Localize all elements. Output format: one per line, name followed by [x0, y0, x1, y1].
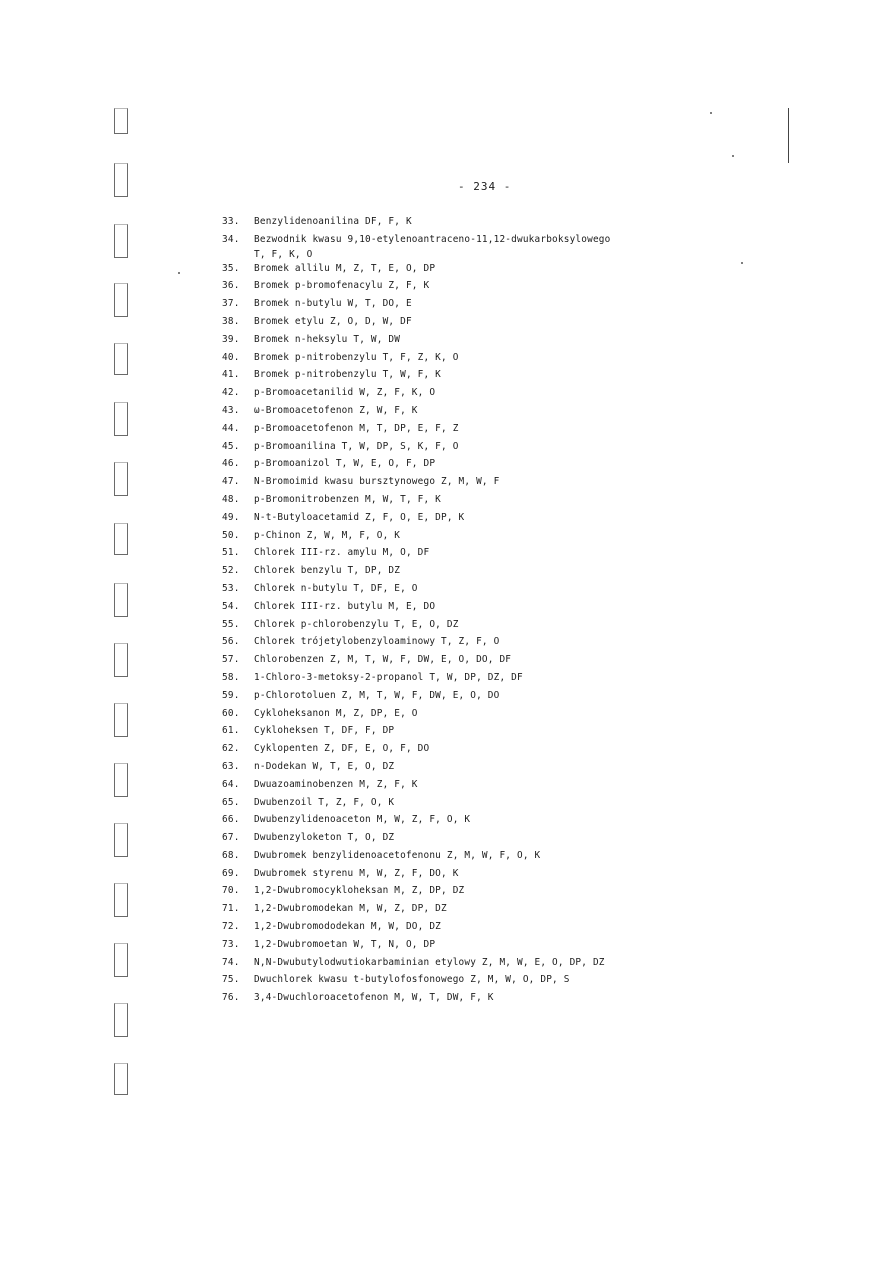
binder-hole	[114, 823, 128, 857]
entry-text: Chlorek benzylu T, DP, DZ	[254, 565, 401, 577]
list-item	[222, 509, 722, 527]
page-number: - 234 -	[458, 180, 512, 193]
list-item	[222, 331, 722, 349]
entry-number: 58.	[222, 671, 240, 683]
entry-number: 60.	[222, 707, 240, 719]
entry-text: Bromek etylu Z, O, D, W, DF	[254, 315, 412, 327]
entry-number: 74.	[222, 956, 240, 968]
entry-number: 76.	[222, 992, 240, 1004]
entry-text: p-Bromoanizol T, W, E, O, F, DP	[254, 458, 436, 470]
list-item	[222, 936, 722, 954]
entry-text: 1,2-Dwubromododekan M, W, DO, DZ	[254, 921, 442, 933]
list-item	[222, 366, 722, 384]
entry-text: p-Bromoacetanilid W, Z, F, K, O	[254, 387, 436, 399]
binder-hole	[114, 583, 128, 617]
entry-text: Chlorek p-chlorobenzylu T, E, O, DZ	[254, 618, 459, 630]
entry-text: Bromek p-bromofenacylu Z, F, K	[254, 280, 430, 292]
list-item	[222, 971, 722, 989]
entry-number: 46.	[222, 458, 240, 470]
entry-text: 1-Chloro-3-metoksy-2-propanol T, W, DP, DZ, DF	[254, 671, 523, 683]
entry-number: 61.	[222, 725, 240, 737]
binder-hole	[114, 883, 128, 917]
list-item	[222, 260, 722, 278]
entry-number: 75.	[222, 974, 240, 986]
entry-text: N-t-Butyloacetamid Z, F, O, E, DP, K	[254, 511, 465, 523]
list-item	[222, 705, 722, 723]
entry-text: p-Chlorotoluen Z, M, T, W, F, DW, E, O, DO	[254, 689, 500, 701]
entry-number: 68.	[222, 849, 240, 861]
entry-number: 40.	[222, 351, 240, 363]
entry-number: 63.	[222, 760, 240, 772]
list-item	[222, 722, 722, 740]
list-item	[222, 794, 722, 812]
entry-number: 48.	[222, 493, 240, 505]
entry-text: Dwubromek benzylidenoacetofenonu Z, M, W, F, O, K	[254, 849, 541, 861]
list-item	[222, 651, 722, 669]
list-item	[222, 882, 722, 900]
list-item	[222, 384, 722, 402]
entry-text: N-Bromoimid kwasu bursztynowego Z, M, W, F	[254, 476, 500, 488]
list-item	[222, 455, 722, 473]
entry-number: 50.	[222, 529, 240, 541]
list-item	[222, 918, 722, 936]
list-item	[222, 829, 722, 847]
list-item	[222, 633, 722, 651]
entry-text: Dwubromek styrenu M, W, Z, F, DO, K	[254, 867, 459, 879]
entry-text: p-Chinon Z, W, M, F, O, K	[254, 529, 401, 541]
entry-text: Chlorek trójetylobenzyloaminowy T, Z, F, O	[254, 636, 500, 648]
entry-number: 53.	[222, 582, 240, 594]
entry-continuation: T, F, K, O	[254, 248, 313, 260]
list-item	[222, 562, 722, 580]
entry-number: 69.	[222, 867, 240, 879]
list-item	[222, 865, 722, 883]
entry-number: 62.	[222, 743, 240, 755]
entry-number: 59.	[222, 689, 240, 701]
entry-text: 1,2-Dwubromoetan W, T, N, O, DP	[254, 938, 436, 950]
entry-text: Bromek n-butylu W, T, DO, E	[254, 298, 412, 310]
entry-text: Cyklopenten Z, DF, E, O, F, DO	[254, 743, 430, 755]
binder-hole	[114, 462, 128, 496]
entry-text: Dwuazoaminobenzen M, Z, F, K	[254, 778, 418, 790]
entry-text: Dwuchlorek kwasu t-butylofosfonowego Z, M, W, O, DP, S	[254, 974, 570, 986]
list-item	[222, 491, 722, 509]
list-item	[222, 277, 722, 295]
entry-text: Chlorek III-rz. amylu M, O, DF	[254, 547, 430, 559]
entry-text: n-Dodekan W, T, E, O, DZ	[254, 760, 395, 772]
list-item	[222, 527, 722, 545]
list-item	[222, 473, 722, 491]
list-item	[222, 758, 722, 776]
list-item	[222, 900, 722, 918]
list-item	[222, 580, 722, 598]
entry-number: 36.	[222, 280, 240, 292]
binder-hole	[114, 343, 128, 375]
list-item	[222, 295, 722, 313]
entry-number: 52.	[222, 565, 240, 577]
compound-list	[222, 213, 722, 1007]
list-item	[222, 687, 722, 705]
entry-text: ω-Bromoacetofenon Z, W, F, K	[254, 404, 418, 416]
entry-text: Chlorek n-butylu T, DF, E, O	[254, 582, 418, 594]
binder-hole	[114, 643, 128, 677]
entry-text: N,N-Dwubutylodwutiokarbaminian etylowy Z, M, W, E, O, DP, DZ	[254, 956, 605, 968]
entry-text: p-Bromoanilina T, W, DP, S, K, F, O	[254, 440, 459, 452]
list-item	[222, 811, 722, 829]
entry-text: p-Bromoacetofenon M, T, DP, E, F, Z	[254, 422, 459, 434]
binder-hole	[114, 523, 128, 555]
entry-text: Cykloheksanon M, Z, DP, E, O	[254, 707, 418, 719]
list-item	[222, 213, 722, 231]
entry-number: 35.	[222, 262, 240, 274]
entry-number: 65.	[222, 796, 240, 808]
entry-text: Bezwodnik kwasu 9,10-etylenoantraceno-11,12-dwukarboksylowego	[254, 233, 611, 245]
list-item	[222, 544, 722, 562]
entry-number: 51.	[222, 547, 240, 559]
list-item	[222, 438, 722, 456]
entry-text: Dwubenzyloketon T, O, DZ	[254, 832, 395, 844]
entry-number: 45.	[222, 440, 240, 452]
binder-hole	[114, 163, 128, 197]
scan-speck	[741, 262, 743, 264]
binder-hole	[114, 763, 128, 797]
entry-number: 55.	[222, 618, 240, 630]
binder-hole	[114, 402, 128, 436]
entry-number: 44.	[222, 422, 240, 434]
entry-number: 57.	[222, 654, 240, 666]
binder-hole	[114, 1063, 128, 1095]
binder-hole	[114, 943, 128, 977]
entry-text: Chlorobenzen Z, M, T, W, F, DW, E, O, DO, DF	[254, 654, 512, 666]
entry-text: p-Bromonitrobenzen M, W, T, F, K	[254, 493, 442, 505]
scan-speck	[178, 272, 180, 274]
entry-number: 37.	[222, 298, 240, 310]
list-item	[222, 669, 722, 687]
binder-hole	[114, 108, 128, 134]
binder-hole	[114, 283, 128, 317]
entry-number: 73.	[222, 938, 240, 950]
entry-text: Dwubenzoil T, Z, F, O, K	[254, 796, 395, 808]
entry-number: 39.	[222, 333, 240, 345]
list-item	[222, 349, 722, 367]
entry-text: Dwubenzylidenoaceton M, W, Z, F, O, K	[254, 814, 471, 826]
list-item	[222, 847, 722, 865]
scan-speck	[732, 155, 734, 157]
entry-number: 64.	[222, 778, 240, 790]
entry-number: 33.	[222, 216, 240, 227]
entry-number: 70.	[222, 885, 240, 897]
entry-text: 1,2-Dwubromodekan M, W, Z, DP, DZ	[254, 903, 447, 915]
entry-text: Cykloheksen T, DF, F, DP	[254, 725, 395, 737]
entry-number: 42.	[222, 387, 240, 399]
entry-text: Chlorek III-rz. butylu M, E, DO	[254, 600, 436, 612]
entry-number: 71.	[222, 903, 240, 915]
list-item	[222, 616, 722, 634]
list-item	[222, 989, 722, 1007]
list-item	[222, 776, 722, 794]
entry-text: Bromek p-nitrobenzylu T, F, Z, K, O	[254, 351, 459, 363]
entry-text: Bromek allilu M, Z, T, E, O, DP	[254, 262, 436, 274]
entry-number: 66.	[222, 814, 240, 826]
binder-hole	[114, 703, 128, 737]
entry-number: 49.	[222, 511, 240, 523]
scan-edge-mark	[788, 108, 789, 163]
entry-number: 43.	[222, 404, 240, 416]
binder-hole	[114, 1003, 128, 1037]
entry-number: 41.	[222, 369, 240, 381]
entry-number: 38.	[222, 315, 240, 327]
list-item	[222, 740, 722, 758]
list-item	[222, 598, 722, 616]
scan-speck	[710, 112, 712, 114]
list-item	[222, 313, 722, 331]
entry-text: Benzylidenoanilina DF, F, K	[254, 216, 412, 227]
list-item	[222, 954, 722, 972]
entry-number: 67.	[222, 832, 240, 844]
binder-hole	[114, 224, 128, 258]
list-item	[222, 231, 722, 260]
entry-number: 47.	[222, 476, 240, 488]
entry-text: 3,4-Dwuchloroacetofenon M, W, T, DW, F, K	[254, 992, 494, 1004]
entry-text: Bromek n-heksylu T, W, DW	[254, 333, 401, 345]
list-item	[222, 402, 722, 420]
list-item	[222, 420, 722, 438]
entry-number: 34.	[222, 233, 240, 245]
entry-number: 54.	[222, 600, 240, 612]
entry-number: 72.	[222, 921, 240, 933]
entry-text: 1,2-Dwubromocykloheksan M, Z, DP, DZ	[254, 885, 465, 897]
entry-text: Bromek p-nitrobenzylu T, W, F, K	[254, 369, 442, 381]
entry-number: 56.	[222, 636, 240, 648]
